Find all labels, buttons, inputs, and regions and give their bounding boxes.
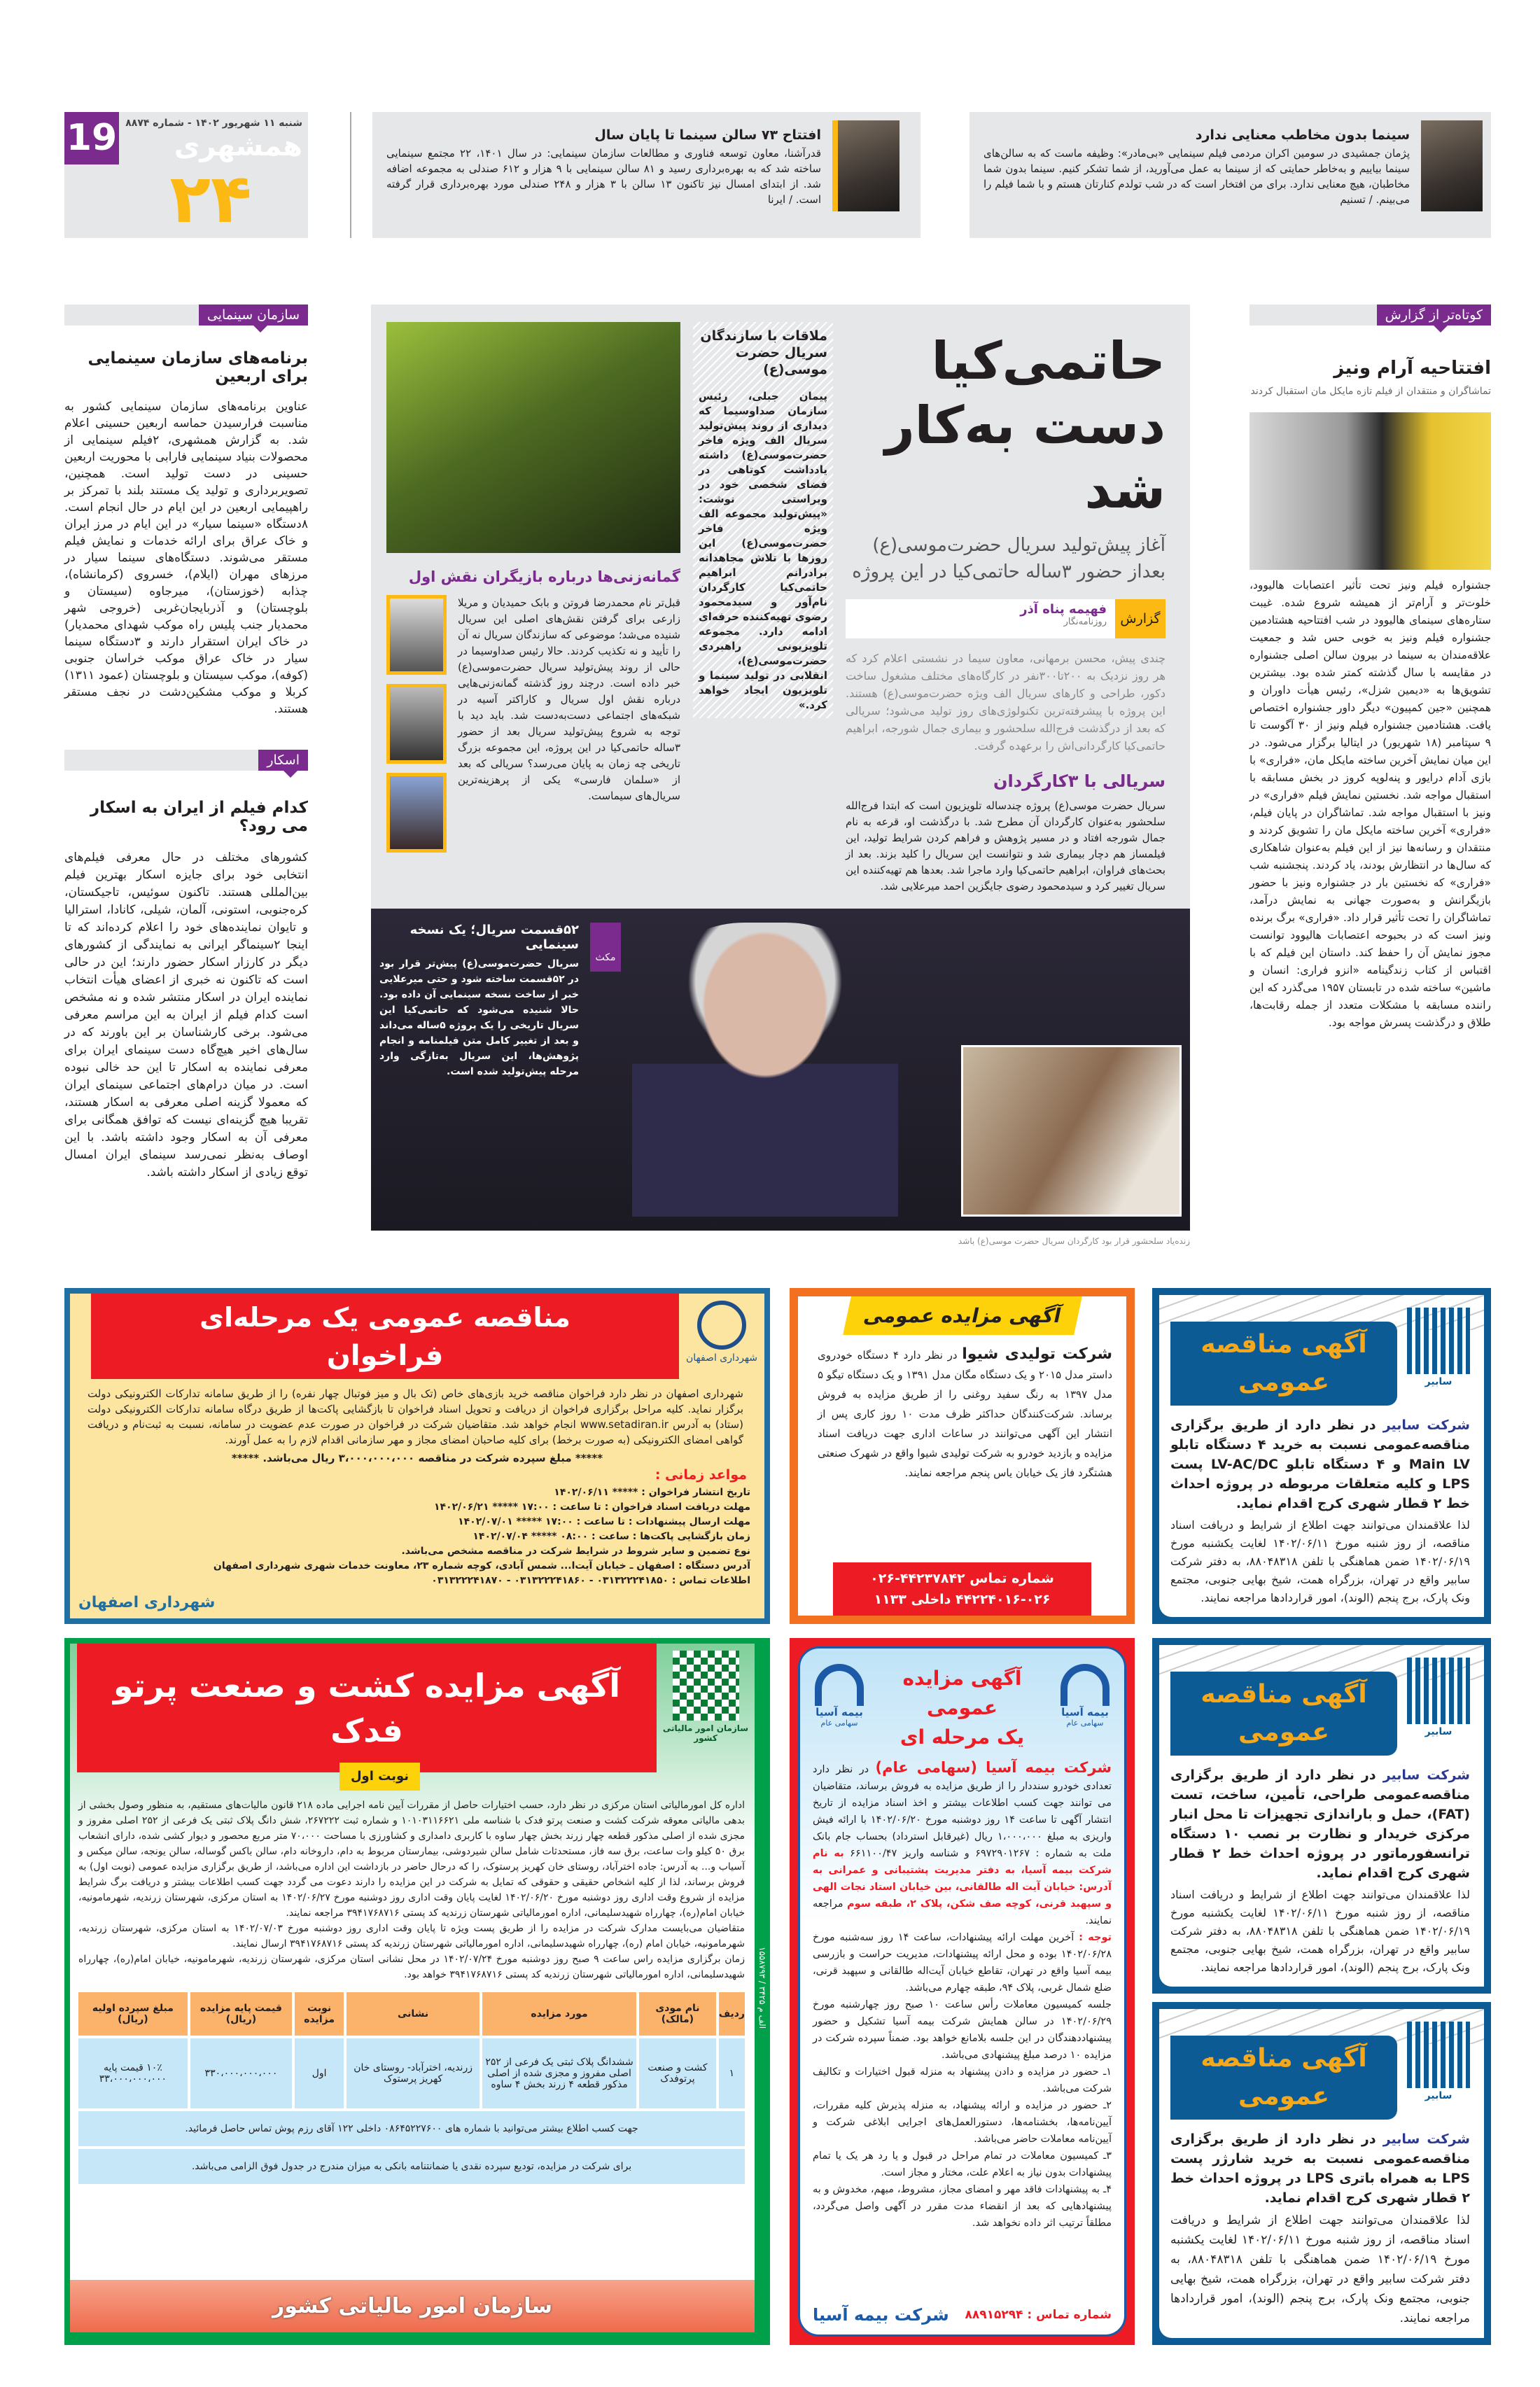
deadline-item: مهلت ارسال پیشنهادات : تا ساعت : ۱۷:۰۰ ***** ۱۴۰۲/۰۷/۰۱ (458, 1516, 750, 1527)
logo-text: همشهری (174, 130, 302, 162)
table-cell: ۳۳۰،۰۰۰،۰۰۰،۰۰۰ (204, 2068, 278, 2079)
deadline-item: نوع تضمین و سایر شروط در شرایط شرکت در مناقصه مشخص می‌باشد. (401, 1546, 750, 1557)
directors-body: سریال حضرت موسی(ع) پروژه چندساله تلویزیون است که ابتدا فرج‌الله سلحشور به‌عنوان کارگردان آن مطرح شد. با درگذشت او، قرعه به نام جمال شورجه افتاد و در مسیر پژوهش و فراهم کردن شرایط تولید، این فیلمساز هم دچار بیماری شد و نتوانست این سریال را کلید بزند. بعد از بحث‌های فراوان، ابراهیم حاتمی‌کیا وارد ماجرا شد. بعدها هم تهیه‌کننده این سریال تغییر کرد و سیدمحمود رضوی جایگزین احمد میرعلایی شد. (846, 799, 1166, 892)
pause-title: ۵۲قسمت سریال؛ یک نسخه سینمایی (410, 923, 579, 952)
directors-title: سریالی با ۳کارگردان (993, 771, 1166, 791)
ad-item: ۲ـ حضور در مزایده و ارائه پیشنهاد، به منزله پذیرش کلیه مقررات، آیین‌نامه‌ها، بخشنامه‌ها، دستورالعمل‌های اجرایی ابلاغی شرکت و آیین‌نامه معاملات حاضر می‌باشد. (813, 2100, 1112, 2145)
article-body: جشنواره فیلم ونیز تحت تأثیر اعتصابات هالیوود، خلوت‌تر و آرام‌تر از همیشه شروع شده. غیبت ستاره‌های سینمای هالیوود در شب افتتاحیه هشتادمین جشنواره فیلم ونیز به خوبی حس شد و جمعیت علاقه‌مندان به سینما در بیرون سالن اصلی جشنواره در مقایسه با سال گذشته کمتر شده بود. بیشترین تشویق‌ها به «دیمین شزل»، رئیس هیأت داوران و همچنین «جین کمپیون» دیگر داور جشنواره اختصاص یافت. هشتادمین جشنواره فیلم ونیز از ۳۰ آگوست تا ۹ سپتامبر (۱۸ شهریور) در ایتالیا برگزار می‌شود. در این میان نمایش آخرین ساخته مایکل مان، «فراری» با بازی آدام درایور و پنه‌لوپه کروز در بخش مسابقه با استقبال مواجه شد. نخستین نمایش فیلم «فراری» در ونیز با استقبال مواجه شد. تماشاگران در پایان فیلم، «فراری» آخرین ساخته مایکل مان را تشویق کردند و منتقدان و رسانه‌ها نیز از این فیلم به‌عنوان شاهکاری که سال‌ها در انتظارش بودند، یاد کردند. پنجشنبه شب «فراری» که نخستین بار در جشنواره ونیز با حضور بازیگرانش و به‌صورت جهانی به نمایش درآمد، تماشاگران را تحت تأثیر قرار داد. «فراری» برگ برنده ونیز است که در بحبوحه اعتصابات هالیوود توانست مجوز نمایش آن را حفظ کند. داستان این فیلم که با اقتباس از کتاب زندگینامه «انزو فراری: انسان و ماشین» ساخته شده در تابستان ۱۹۵۷ می‌گذرد که این راننده مسابقه با مشکلات متعدد از جمله رقابت‌ها، طلاق و درگذشت پسرش مواجه بود. (1250, 579, 1492, 1029)
ad-tax (64, 1638, 770, 2345)
article-venice (1250, 304, 1491, 1032)
ad-note: آخرین مهلت ارائه پیشنهادات، ساعت ۱۴ روز سه‌شنبه مورخ ۱۴۰۲/۰۶/۲۸ بوده و محل ارائه پیشنهادات، مدیریت حراست و بازرسی بیمه آسیا واقع در تهران، تقاطع خیابان آیت‌اله طالقانی و سپهبد قرنی، ضلع شمال غربی، پلاک ۹۴، طبقه چهارم می‌باشد. (813, 1932, 1112, 1994)
ad-body: در نظر دارد ۴ دستگاه خودروی داستر مدل ۲۰۱۵ و یک دستگاه مگان مدل ۱۳۹۱ و یک دستگاه تیگو ۵ مدل ۱۳۹۷ به رنگ سفید روغنی را از طریق مزایده به فروش برساند. شرکت‌کنندگان حداکثر ظرف مدت ۱۰ روز کاری پس از انتشار این آگهی می‌توانند در ساعات اداری جهت دریافت اسناد مزایده و بازدید خودرو به شرکت تولیدی شیوا واقع در شهرک صنعتی هشتگرد فاز یک خیابان یاس پنجم مراجعه نمایند. (818, 1349, 1113, 1479)
feature (371, 304, 1190, 1231)
photo-caption: زنده‌یاد سلحشور قرار بود کارگردان سریال حضرت موسی(ع) باشد (958, 1236, 1190, 1246)
ad-code: ۱۵۵۸۷۹۳ / ۳۴۲۵ الف م (757, 1947, 767, 2029)
sabir-logo (1407, 2022, 1470, 2101)
ad-title: آگهی مزایده عمومی (902, 1667, 1022, 1719)
ad-body: شهرداری اصفهان در نظر دارد فراخوان مناقصه خرید بازی‌های خاص (تک بال و میز فوتبال چهار نفره) را از طریق سامانه تدارکات الکترونیکی دولت برگزار نماید. کلیه مراحل برگزاری فراخوان از دریافت و تحویل اسناد فراخوان تا بازگشایی پاکت‌ها از طریق درگاه سامانه تدارکات الکترونیکی دولت (ستاد) به آدرس www.setadiran.ir انجام خواهد شد. متقاضیان شرکت در فراخوان در صورت عدم عضویت در سامانه، نسبت به ثبت‌نام و دریافت گواهی امضای الکترونیکی (به صورت برخط) برای کلیه صاحبان امضای مجاز و مهر سازمانی اقدام لازم را به عمل آورند. (88, 1387, 743, 1446)
divider (350, 112, 351, 238)
logo-caption: سازمان امور مالیاتی کشور (662, 1723, 749, 1743)
deadlines-title: مواعد زمانی : (654, 1467, 747, 1483)
ads-section (64, 1288, 1491, 2345)
article-title: افتتاحیه آرام ونیز (1334, 358, 1491, 379)
logo-sub: سهامی عام (820, 1718, 858, 1728)
logo-text: سابیر (1424, 2090, 1452, 2101)
ad-body: اداره کل امورمالیاتی استان مرکزی در نظر دارد، حسب اختیارات حاصل از مقررات آیین نامه اجرایی ماده ۲۱۸ قانون مالیات‌های مستقیم، به منظور وصول بخشی از بدهی مالیاتی معوقه شرکت کشت و صنعت پرتو فدک با شناسه ملی ۱۰۱۰۳۱۱۶۶۲۱ و شماره ثبت ۲۶۷۲۲۲، شش دانگ پلاک ثبتی یک فرعی از ۲۵۲ اصلی مفروز و مجزی شده از اصلی مذکور قطعه چهار زرند بخش چهار ساوه با کاربری دامداری و کشاورزی با مساحت ۷۰،۰۰۰ متر مربع محصور و دیوار کشی شده، دارای انشعاب برق ۵۰ کیلو وات ساعت، برق سه فاز، مستحدثات شامل سالن شیردوشی، بیمارستان مربوط به دام، داروخانه دام، سالن باکس گوساله، سالن یونجه، سالن میکس و آسیاب و... به آدرس: جاده اخترآباد، روستای خان کهریز پرستوک، را که درحال حاضر در بازداشت این اداره می‌باشد، از طریق برگزاری مزایده عمومی (نوبت اول) به فروش برساند، لذا از کلیه اشخاص حقیقی و حقوقی که تمایل به شرکت در این مزایده را دارند دعوت می گردد جهت کسب اطلاعات بیشتر و دریافت برگ شرایط مزایده از شروع وقت اداری روز دوشنبه مورخ ۱۴۰۲/۰۶/۲۰ لغایت پایان وقت اداری روز دوشنبه مورخ ۱۴۰۲/۰۶/۲۷ به استان مرکزی، شهرستان زرندیه، شهرمامونیه، خیابان امام(ره)، چهارراه شهیدسلیمانی، اداره امورمالیاتی شهرستان زرندیه کد پستی ۳۹۴۱۷۶۸۷۱۶ مراجعه نمایند. (78, 1800, 746, 1919)
company-name: شرکت سابیر (1382, 1418, 1470, 1433)
section-tag: سازمان سینمایی (199, 304, 308, 326)
company-name: شرکت سابیر (1382, 2132, 1470, 2147)
article-title: کدام فیلم از ایران به اسکار می رود؟ (90, 799, 308, 835)
phone: شماره تماس ۴۴۲۳۷۸۴۲-۰۲۶ (870, 1571, 1054, 1586)
ad-title: آگهی مزایده عمومی (843, 1296, 1082, 1335)
headline-line: دست به‌کار شد (885, 396, 1166, 520)
article-body: کشورهای مختلف در حال معرفی فیلم‌های انتخابی خود برای جایزه اسکار بهترین فیلم بین‌المللی هستند. تاکنون سوئیس، تاجیکستان، کره‌جنوبی، استونی، آلمان، شیلی، کانادا، استرالیا و تایوان نماینده‌های خود را اعلام کرده‌اند که تا اینجا ۲سینماگر ایرانی به نمایندگی از کشورهای دیگر در کارزار اسکار حضور دارند؛ این در حالی است که تاکنون نه خبری از اعضای هیأت انتخاب نماینده ایران در اسکار منتشر شده و نه مشخص است کدام فیلم از ایران به این مراسم معرفی می‌شود. برخی کارشناسان بر این باورند که در سال‌های اخیر هیچ‌گاه دست سینمای ایران برای معرفی نماینده به اسکار تا این حد خالی نبوده است. در میان درام‌های اجتماعی سینمای ایران که معمولا گزینه اصلی معرفی به اسکار هستند، تقریبا هیچ گزینه‌ای نیست که توافق همگانی برای معرفی آن به اسکار وجود داشته باشد. با این اوصاف به‌نظر نمی‌رسد سینمای ایران امسال توقع زیادی از اسکار داشته باشد. (64, 850, 308, 1180)
actor-photo (386, 684, 447, 764)
table-row (78, 2038, 745, 2108)
deadline-item: زمان بازگشایی پاکت‌ها : ساعت : ۰۸:۰۰ ***** ۱۴۰۲/۰۷/۰۴ (472, 1531, 750, 1542)
ad-title: آگهی مناقصه عمومی (1170, 1322, 1397, 1406)
company-name: شرکت تولیدی شیوا (962, 1345, 1112, 1363)
ad-title: فراخوان (326, 1340, 444, 1372)
feature-headline (846, 322, 1166, 522)
ad-body: مراجعه نمایند. (813, 1898, 1112, 1926)
table-cell: اول (312, 2068, 327, 2079)
ad-shiva (790, 1288, 1135, 1624)
masthead (64, 112, 308, 238)
actor-photo (386, 595, 447, 675)
rumors-title: گمانه‌زنی‌ها درباره بازیگران نقش اول (408, 568, 680, 585)
ad-title: یک مرحله ای (899, 1726, 1025, 1749)
ad-body: لذا علاقمندان می‌توانند جهت اطلاع از شرایط و دریافت اسناد مناقصه، از روز شنبه مورخ ۱۴۰۲/۰۶/۱۱ لغایت یکشنبه مورخ ۱۴۰۲/۰۶/۱۹ ضمن هماهنگی با تلفن ۸۸۰۴۸۳۱۸، به دفتر شرکت سابیر واقع در تهران، بزرگراه همت، شیخ بهایی جنوبی، مجتمع ونک پارک، برج پنجم (الوند)، امور قراردادها مراجعه نمایند. (1170, 1518, 1470, 1604)
company-name: شرکت سابیر (1382, 1768, 1470, 1783)
byline (846, 599, 1166, 638)
feature-intro: چندی پیش، محسن برمهانی، معاون سیما در نشستی اعلام کرد که هر روز نزدیک به ۲۰۰تا۳۰۰نفر در کارگاه‌های مختلف مشغول ساخت دکور، طراحی و کارهای سریال الف ویژه حضرت‌موسی(ع) هستند. این پروژه با پیشرفته‌ترین تکنولوژی‌های روز تولید می‌شود؛ سریالی که بعد از درگذشت فرج‌الله سلحشور و بیماری جمال شورجه، ابراهیم حاتمی‌کیا کارگردانی‌اش را برعهده گرفت. (846, 652, 1166, 752)
company-name: شرکت بیمه آسیا (سهامی عام) (875, 1759, 1112, 1776)
brief-body: پژمان جمشیدی در سومین اکران مردمی فیلم سینمایی «بی‌مادر»: وظیفه ماست که به سالن‌های سینما بیاییم و به‌خاطر حمایتی که از سینما به عمل می‌آورید، از شما تشکر کنیم. سینما بدون شما مخاطبان، هیچ معنایی ندارد. برای من افتخار است که در شب تولدم کنارتان هستم و با شما فیلم را می‌بینم. / تسنیم (983, 147, 1410, 206)
table-cell: کشت و صنعت پرتوفدک (648, 2062, 708, 2085)
actor-photo (386, 773, 447, 853)
deadline-item: اطلاعات تماس : ۰۳۱۳۲۲۲۴۱۸۵۰ - ۰۳۱۳۲۲۲۴۱۸۶۰ - ۰۳۱۳۲۲۲۴۱۸۷۰ (431, 1575, 750, 1586)
brief-photo (832, 120, 899, 211)
ad-item: ۱ـ حضور در مزایده و دادن پیشنهاد به منزله قبول اختیارات و تکالیف شرکت می‌باشد. (813, 2066, 1112, 2094)
isfahan-logo (697, 1301, 746, 1350)
ad-body: لذا علاقمندان می‌توانند جهت اطلاع از شرایط و دریافت اسناد مناقصه، از روز شنبه مورخ ۱۴۰۲/۰۶/۱۱ لغایت یکشنبه مورخ ۱۴۰۲/۰۶/۱۹ ضمن هماهنگی با تلفن ۸۸۰۴۸۳۱۸، به دفتر شرکت سابیر واقع در تهران، بزرگراه همت، شیخ بهایی جنوبی، مجتمع ونک پارک، برج پنجم (الوند)، امور قراردادها مراجعه نمایند. (1170, 1888, 1470, 1974)
section-tag: اسکار (258, 750, 308, 771)
ad-item: ۳ـ کمیسیون معاملات در تمام مراحل در قبول و یا رد هر یک یا تمام پیشنهادات بدون نیاز به اعلام علت، مختار و مجاز است. (813, 2150, 1112, 2178)
header-row (64, 112, 1491, 238)
makeup-photo (961, 1045, 1182, 1217)
ad-title: آگهی مزایده کشت و صنعت پرتو فدک (77, 1644, 657, 1772)
ad-body: لذا علاقمندان می‌توانند جهت اطلاع از شرایط و دریافت اسناد مناقصه، از روز شنبه مورخ ۱۴۰۲/۰۶/۱۱ لغایت یکشنبه مورخ ۱۴۰۲/۰۶/۱۹ ضمن هماهنگی با تلفن ۸۸۰۴۸۳۱۸، به دفتر شرکت سابیر واقع در تهران، بزرگراه همت، شیخ بهایی جنوبی، مجتمع ونک پارک، برج پنجم (الوند)، امور قراردادها مراجعه نمایند. (1170, 2213, 1470, 2325)
feature-photo-top (386, 322, 680, 553)
main-row (64, 304, 1491, 1246)
headline-line: حاتمی‌کیا (931, 331, 1166, 391)
ad-title: آگهی مناقصه عمومی (1170, 1672, 1397, 1756)
brief-title: افتتاح ۷۳ سالن سینما تا پایان سال (594, 127, 821, 143)
brief-photo (1421, 120, 1483, 211)
table-cell: زرندیه، اخترآباد- روستای خان کهریز پرستوک (354, 2062, 472, 2085)
auction-table (76, 1989, 748, 2187)
brief-title: سینما بدون مخاطب معنایی ندارد (1195, 127, 1410, 143)
rumors-body: قبل‌تر نام محمدرضا فروتن و بابک حمیدیان و مریلا زارعی برای گرفتن نقش‌های اصلی این سریال شنیده می‌شد؛ موضوعی که سازندگان سریال نه آن را تأیید و نه تکذیب کردند. حالا رئیس صداوسیما در حالی از روند پیش‌تولید سریال حضرت‌موسی(ع) خبر داده است. درچند روز گذشته گمانه‌زنی‌هایی درباره نقش اول سریال و کاراکتر آسیه در شبکه‌های اجتماعی دست‌به‌دست شد. باید دید با توجه به شروع پیش‌تولید سریال بعد از حضور ۳ساله حاتمی‌کیا در این پروژه، این مجموعه بزرگ تاریخی چه زمان به پایان می‌رسد؟ سریالی که بعد از «سلمان فارسی» یکی از پرهزینه‌ترین سریال‌های سیماست. (458, 596, 680, 802)
tax-logo (673, 1651, 739, 1721)
ad-item: ۴ـ به پیشنهادات فاقد مهر و امضای مجاز، مشروط، مبهم، مخدوش و به پیشنهادهایی که بعد از انقضاء مدت مقرر در آگهی واصل می‌گردد، مطلقاً ترتیب اثر داده نخواهد شد. (813, 2184, 1112, 2229)
author-role: روزنامه‌نگار (1063, 617, 1107, 627)
venice-photo (1250, 412, 1491, 570)
sabir-logo (1407, 1658, 1470, 1737)
article-arbaeen (64, 304, 308, 718)
note-label: توجه : (1079, 1932, 1112, 1943)
ad-bime-asia (790, 1638, 1135, 2345)
sabir-logo (1407, 1308, 1470, 1387)
table-header: مورد مزایده (531, 2008, 588, 2019)
sidebar-body: پیمان جبلی، رئیس سازمان صداوسیما که دیداری از روند پیش‌تولید سریال الف ویژه فاخر حضرت‌موسی(ع) داشته یادداشت کوتاهی در فضای شخصی خود در ویراستی نوشت: «پیش‌تولید مجموعه الف ویژه فاخر حضرت‌موسی(ع) این روزها با تلاش مجاهدانه برادرانم ابراهیم حاتمی‌کیا کارگردان نام‌آور و سیدمحمود رضوی تهیه‌کننده حرفه‌ای ادامه دارد. مجموعه تلویزیونی راهبردی حضرت‌موسی(ع)، انقلابی در تولید سینما و تلویزیون ایجاد خواهد کرد.» (699, 390, 827, 711)
deadline-item: تاریخ انتشار فراخوان : ***** ۱۴۰۲/۰۶/۱۱ (554, 1487, 750, 1498)
ad-body: زمان برگزاری مزایده راس ساعت ۹ صبح روز دوشنبه مورخ ۱۴۰۲/۰۷/۲۴ در محل نشانی استان مرکزی، شهرستان زرندیه، شهرمامونیه، خیابان امام(ره)، چهارراه شهیدسلیمانی، اداره امورمالیاتی شهرستان زرندیه کد پستی ۳۹۴۱۷۶۸۷۱۶ خواهد بود. (78, 1954, 745, 1980)
deposit: ***** مبلغ سپرده شرکت در مناقصه ۳،۰۰۰،۰۰۰،۰۰۰ ریال می‌باشد. ***** (231, 1452, 603, 1464)
ad-body: در نظر دارد از طریق برگزاری مناقصه‌عمومی نسبت به خرید شارژر پست LPS به همراه باتری LPS در پروژه احداث خط ۲ قطار شهری کرج اقدام نماید. (1170, 2132, 1471, 2206)
table-header: مبلغ سپرده اولیه (ریال) (92, 2003, 174, 2025)
ad-address: به نام شرکت بیمه آسیا، به دفتر مدیریت پشتیبانی و عمرانی به آدرس: خیابان آیت اله طالقانی، بین خیابان استاد نجات الهی و سپهبد قرنی، کوچه صف شکن، پلاک ۲، طبقه سوم (813, 1848, 1112, 1910)
table-header: نوبت مزایده (304, 2003, 335, 2025)
deadline-item: آدرس دستگاه : اصفهان ـ خیابان آیت‌ا... شمس آبادی، کوچه شماره ۲۳، معاونت خدمات شهری شهرداری اصفهان (213, 1560, 750, 1572)
section-tag: کوتاه‌تر از گزارش (1377, 304, 1491, 326)
ad-sabir (1152, 2002, 1491, 2345)
ad-signature: شرکت بیمه آسیا (813, 2305, 949, 2325)
table-note: جهت کسب اطلاع بیشتر می‌توانید با شماره های ۰۸۶۴۵۲۲۷۶۰۰ داخلی ۱۲۲ آقای رزم پوش تماس حاصل فرمائید. (185, 2123, 638, 2134)
logo-caption: شهرداری اصفهان (685, 1352, 758, 1364)
ad-body: در نظر دارد از طریق برگزاری مناقصه‌عمومی نسبت به خرید ۴ دستگاه تابلو Main LV و ۴ دستگاه تابلو LV-AC/DC پست LPS و کلیه متعلقات مربوطه در پروژه احداث خط ۲ قطار شهری کرج اقدام نماید. (1170, 1418, 1470, 1511)
ad-sabir (1152, 1638, 1491, 1994)
sidebar-title: ملاقات با سازندگان سریال حضرت موسی(ع) (700, 328, 827, 377)
ad-sabir (1152, 1288, 1491, 1624)
brief-box (969, 112, 1491, 238)
article-body: عناوین برنامه‌های سازمان سینمایی کشور به مناسبت فرارسیدن حماسه اربعین حسینی اعلام شد. به گزارش همشهری، ۲فیلم سینمایی از محصولات بنیاد سینمایی فارابی با محوریت اربعین حسینی در دست تولید است. همچنین، تصویربرداری و تولید یک مستند بلند با تمرکز بر راهپیمایی اربعین در این ایام در حال انجام است. ۸دستگاه «سینما سیار» در این ایام در مرز ایران و خاک عراق برای ارائه خدمات و نمایش فیلم مستقر می‌شوند. دستگاه‌های سینما سیار در مرزهای مهران (ایلام)، خسروی (کرمانشاه)، چذابه (خوزستان)، میرجاوه (سیستان و بلوچستان) و آذربایجان‌غربی (خروجی شهر محمدیار جنب پلیس راه موکب شهدای محمدیار) در خاک ایران استقرار دارند و ۳دستگاه سینما سیار در خاک عراق موکب خراسان جنوبی (کوفه)، موکب سیستان و بلوچستان (عمود ۱۳۱۱) کربلا و موکب مشکین‌دشت در نجف مستقر هستند. (64, 400, 308, 716)
ad-signature: سازمان امور مالیاتی کشور (70, 2280, 755, 2332)
phone: ۴۴۲۲۴۰۱۶-۰۲۶ داخلی ۱۱۳۳ (874, 1592, 1051, 1607)
issue-date: شنبه ۱۱ شهریور ۱۴۰۲ - شماره ۸۸۷۴ (125, 118, 302, 129)
logo-number: ۲۴ (169, 160, 252, 238)
ad-item: جلسه کمیسیون معاملات رأس ساعت ۱۰ صبح روز چهارشنبه مورخ ۱۴۰۲/۰۶/۲۹ در سالن همایش شرکت بیمه آسیا تشکیل و حضور پیشنهاددهندگان در این جلسه بلامانع خواهد بود. ضمناً سپرده شرکت در مزایده ۱۰ درصد مبلغ پیشنهادی می‌باشد. (813, 1999, 1112, 2061)
article-subtitle: تماشاگران و منتقدان از فیلم تازه مایکل مان استقبال کردند (1250, 386, 1491, 397)
page-number: 19 (64, 112, 119, 164)
pause-tag: مکث (590, 923, 621, 972)
table-cell: ۱ (729, 2068, 735, 2079)
dark-band (371, 909, 1190, 1231)
round-badge: نوبت اول (340, 1763, 420, 1791)
ad-title: مناقصه عمومی یک مرحله‌ای (200, 1302, 570, 1333)
ad-body: در نظر دارد تعدادی خودرو سنددار را از طریق مزایده به فروش برساند، متقاضیان می توانند جهت کسب اطلاعات بیشتر و اخذ اسناد مزایده از تاریخ انتشار آگهی تا ساعت ۱۴ روز دوشنبه مورخ ۱۴۰۲/۰۶/۲۰ با ارائه فیش واریزی به مبلغ ۱،۰۰۰،۰۰۰ ریال (غیرقابل استرداد) بحساب جام بانک ملت به شماره : ۶۹۷۲۹۰۱۲۶۷ و شناسه واریز ۶۶۱۱۰۰/۴۷ (813, 1764, 1112, 1859)
table-header: ردیف (718, 2008, 745, 2019)
table-header: قیمت پایه مزایده (ریال) (200, 2003, 282, 2025)
logo-text: بیمه آسیا (1061, 1706, 1109, 1718)
bime-logo (1060, 1664, 1110, 1706)
article-title: برنامه‌های سازمان سینمایی برای اربعین (88, 349, 308, 386)
ad-title: آگهی مناقصه عمومی (1170, 2036, 1397, 2120)
brief-body: قدرآشنا، معاون توسعه فناوری و مطالعات سازمان سینمایی: در سال ۱۴۰۱، ۲۲ مجتمع سینمایی ساخته شد که به بهره‌برداری رسید و ۸۱ سالن سینمایی با ۹ هزار و ۶۱۲ صندلی به مجموعه اضافه شد. از ابتدای امسال نیز تاکنون ۱۳ سالن با ۳ هزار و ۲۴۸ صندلی مورد بهره‌برداری قرار گرفته است. / ایرنا (386, 147, 822, 206)
ad-signature: شهرداری اصفهان (78, 1594, 216, 1611)
sidebar-box (693, 322, 833, 718)
logo-text: سابیر (1424, 1726, 1452, 1737)
ad-isfahan (64, 1288, 770, 1624)
table-cell: ششدانگ پلاک ثبتی یک فرعی از ۲۵۲ اصلی مفروز و مجزی شده از اصلی مذکور قطعه ۴ زرند بخش ۴ ساوه (485, 2057, 634, 2090)
logo-sub: سهامی عام (1066, 1718, 1104, 1728)
table-header: نشانی (398, 2008, 429, 2019)
table-cell: ۱۰٪ قیمت پایه ۳۳،۰۰۰،۰۰۰،۰۰۰ (99, 2062, 167, 2085)
logo-text: سابیر (1424, 1376, 1452, 1387)
deadline-item: مهلت دریافت اسناد فراخوان : تا ساعت : ۱۷:۰۰ ***** ۱۴۰۲/۰۶/۲۱ (433, 1502, 750, 1513)
phone: شماره تماس : ۸۸۹۱۵۲۹۴ (965, 2308, 1112, 2322)
brief-box (372, 112, 920, 238)
pause-body: سریال حضرت‌موسی(ع) پیش‌تر قرار بود در ۵۲قسمت ساخته شود و حتی میرعلایی خبر از ساخت نسخه سینمایی آن داده بود. حالا شنیده می‌شود که حاتمی‌کیا این سریال تاریخی را یک پروژه ۵ساله می‌داند و بعد از تغییر کامل متن فیلمنامه و انجام پژوهش‌ها، این سریال به‌تازگی وارد مرحله پیش‌تولید شده است. (379, 958, 580, 1077)
hatamikia-portrait (632, 923, 898, 1217)
author-name: فهیمه پناه آذر (1020, 602, 1107, 617)
article-oscar (64, 750, 308, 1182)
table-note: برای شرکت در مزایده، تودیع سپرده نقدی یا ضمانتنامه بانکی به میزان مندرج در جدول فوق الزامی می‌باشد. (191, 2161, 632, 2172)
section-tag: گزارش (1115, 599, 1166, 638)
bime-logo (815, 1664, 864, 1706)
table-header: نام مودی (مالک) (655, 2003, 700, 2025)
ad-body: متقاضیان می‌بایست مدارک شرکت در مزایده را از طریق پست ویژه تا پایان وقت اداری روز دوشنبه مورخ ۱۴۰۲/۰۷/۰۳ به استان مرکزی، شهرستان زرندیه، شهرمامونیه، خیابان امام (ره)، چهارراه شهیدسلیمانی، اداره امورمالیاتی شهرستان زرندیه کد پستی ۳۹۴۱۷۶۸۷۱۶ ارسال نمایند. (78, 1923, 746, 1949)
logo-text: بیمه آسیا (816, 1706, 863, 1718)
feature-subtitle: آغاز پیش‌تولید سریال حضرت‌موسی(ع) بعداز حضور ۳ساله حاتمی‌کیا در این پروژه (852, 535, 1166, 582)
ad-body: در نظر دارد از طریق برگزاری مناقصه‌عمومی طراحی، تأمین، ساخت، تست (FAT)، حمل و باراندازی تجهیزات تا محل انبار مرکزی خریدار و نظارت بر نصب ۱۰ دستگاه ترانسفورماتور در پروژه احداث خط ۲ قطار شهری کرج اقدام نماید. (1170, 1768, 1470, 1881)
